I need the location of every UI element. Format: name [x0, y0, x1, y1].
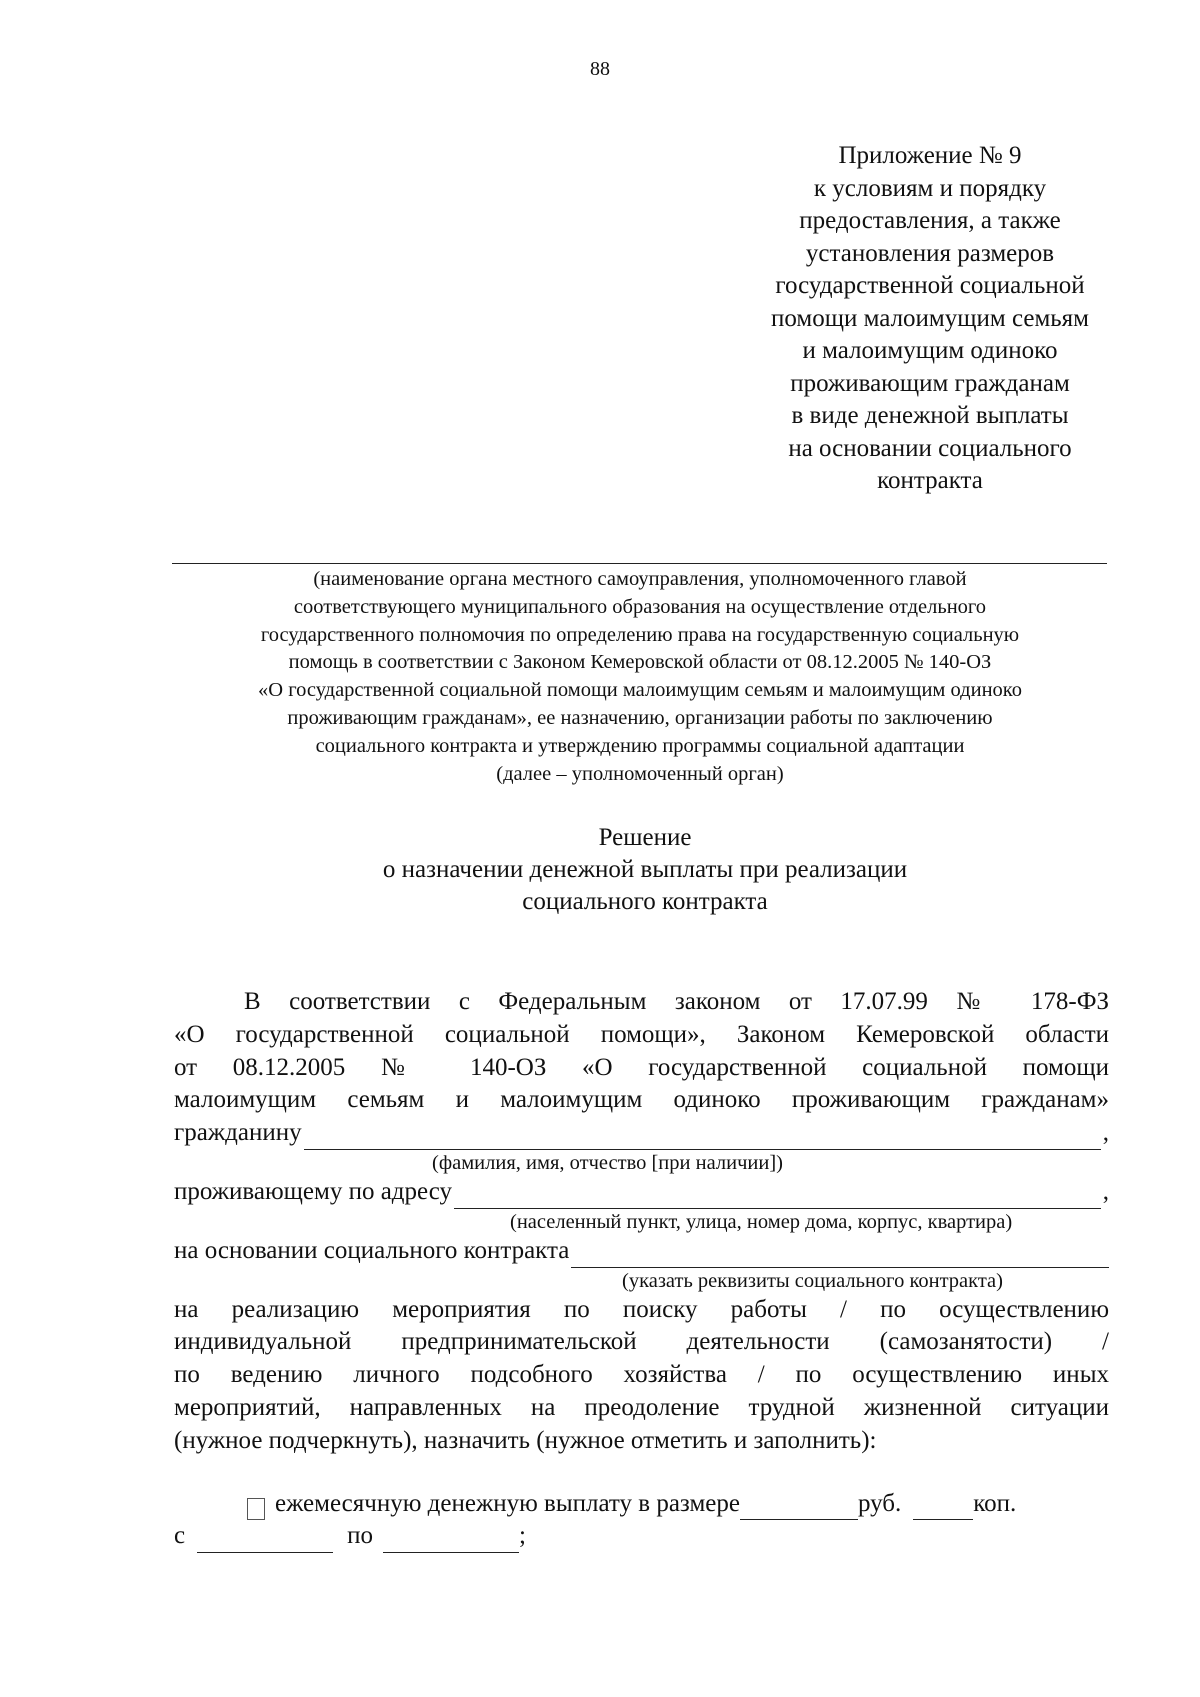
intro-line: малоимущим семьям и малоимущим одиноко проживающим гражданам» [174, 1086, 1109, 1114]
contract-caption: (указать реквизиты социального контракта) [622, 1269, 1003, 1292]
citizen-row [174, 1117, 1109, 1150]
from-label: с [174, 1522, 186, 1550]
payment-period-row [174, 1520, 1109, 1553]
monthly-payment-row [174, 1488, 1109, 1521]
monthly-payment-checkbox[interactable] [247, 1498, 265, 1520]
appendix-line: на основании социального [788, 434, 1072, 462]
authority-name-field[interactable] [172, 563, 1107, 564]
appendix-line: контракта [877, 467, 983, 494]
appendix-line: помощи малоимущим семьям [771, 304, 1089, 332]
title-line: Решение [598, 824, 692, 851]
appendix-line: к условиям и порядку [813, 174, 1047, 202]
purpose-line: индивидуальной предпринимательской деятельности (самозанятости) / [174, 1328, 1109, 1356]
caption-line: (далее – уполномоченный орган) [496, 762, 784, 785]
contract-details-field[interactable] [571, 1243, 1109, 1268]
intro-line: «О государственной социальной помощи», Законом Кемеровской области [174, 1020, 1109, 1048]
appendix-line: Приложение № 9 [838, 142, 1022, 169]
caption-line: проживающим гражданам», ее назначению, организации работы по заключению [287, 706, 993, 729]
caption-line: «О государственной социальной помощи малоимущим семьям и малоимущим одиноко [258, 679, 1022, 702]
appendix-line: установления размеров [805, 239, 1055, 267]
citizen-name-field[interactable] [304, 1125, 1101, 1150]
contract-row [174, 1235, 1109, 1268]
intro-line: В соответствии с Федеральным законом от 17.07.99 № 178-ФЗ [244, 988, 1109, 1015]
caption-line: помощь в соответствии с Законом Кемеровской области от 08.12.2005 № 140-ОЗ [288, 651, 992, 674]
caption-line: соответствующего муниципального образования на осуществление отдельного [293, 595, 987, 618]
caption-line: (наименование органа местного самоуправления, уполномоченного главой [313, 568, 967, 590]
purpose-line: на реализацию мероприятия по поиску работы / по осуществлению [174, 1295, 1109, 1323]
kop-amount-field[interactable] [913, 1495, 973, 1520]
title-line: социального контракта [522, 888, 768, 915]
comma: , [1102, 1177, 1109, 1205]
caption-line: социального контракта и утверждению программы социальной адаптации [315, 734, 965, 757]
appendix-line: в виде денежной выплаты [791, 402, 1069, 429]
appendix-line: предоставления, а также [799, 207, 1061, 234]
intro-line: от 08.12.2005 № 140-ОЗ «О государственной социальной помощи [174, 1053, 1109, 1081]
appendix-line: и малоимущим одиноко [802, 337, 1058, 364]
end-date-field[interactable] [383, 1528, 519, 1553]
semicolon: ; [519, 1522, 526, 1550]
purpose-line: по ведению личного подсобного хозяйства / по осуществлению иных [174, 1361, 1109, 1389]
appendix-line: государственной социальной [775, 272, 1085, 299]
address-caption: (населенный пункт, улица, номер дома, корпус, квартира) [510, 1210, 1013, 1233]
rub-label: руб. [857, 1489, 902, 1517]
title-line: о назначении денежной выплаты при реализации [382, 856, 908, 883]
rub-amount-field[interactable] [740, 1495, 858, 1520]
start-date-field[interactable] [197, 1528, 333, 1553]
address-label: проживающему по адресу [174, 1177, 453, 1205]
citizen-label: гражданину [174, 1119, 302, 1147]
kop-label: коп. [973, 1489, 1017, 1517]
appendix-header [720, 140, 1140, 498]
monthly-payment-label: ежемесячную денежную выплату в размере [275, 1489, 740, 1517]
purpose-line: мероприятий, направленных на преодоление трудной жизненной ситуации [174, 1393, 1109, 1421]
appendix-line: проживающим гражданам [790, 369, 1070, 397]
decision-body [174, 986, 1109, 1553]
citizen-caption: (фамилия, имя, отчество [при наличии]) [432, 1151, 783, 1174]
page-number: 88 [590, 58, 610, 80]
address-field[interactable] [454, 1184, 1101, 1209]
purpose-last-line: (нужное подчеркнуть), назначить (нужное отметить и заполнить): [174, 1426, 877, 1454]
address-row [174, 1176, 1109, 1209]
decision-title [0, 822, 1200, 918]
caption-line: государственного полномочия по определению права на государственную социальную [260, 623, 1020, 646]
contract-label: на основании социального контракта [174, 1236, 570, 1264]
comma: , [1102, 1119, 1109, 1147]
to-label: по [347, 1522, 373, 1550]
authority-caption [160, 566, 1120, 788]
